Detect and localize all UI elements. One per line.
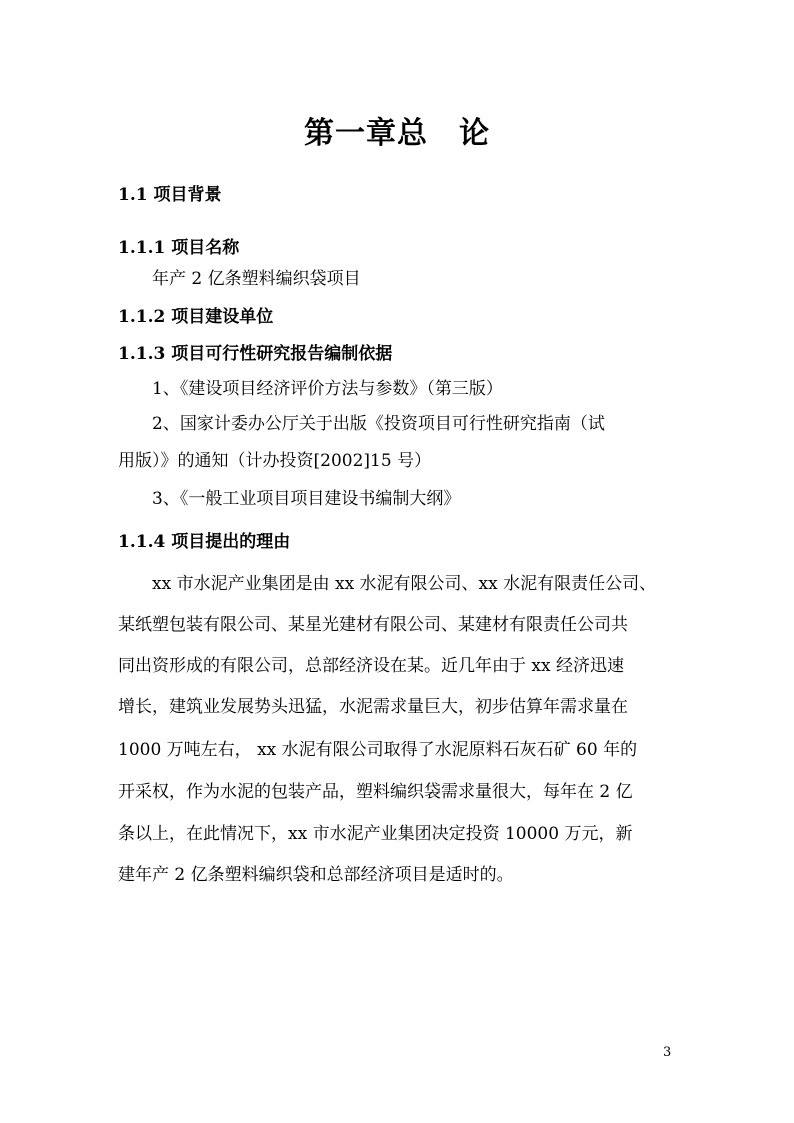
- basis-item-3: 3、《一般工业项目项目建设书编制大纲》: [152, 489, 461, 509]
- reason-paragraph-line: 某纸塑包装有限公司、某星光建材有限公司、某建材有限责任公司共: [118, 615, 628, 635]
- section-heading-1-1: 1.1 项目背景: [118, 185, 222, 205]
- section-heading-1-1-4: 1.1.4 项目提出的理由: [118, 532, 291, 552]
- section-heading-1-1-3: 1.1.3 项目可行性研究报告编制依据: [118, 344, 393, 364]
- project-name-text: 年产 2 亿条塑料编织袋项目: [152, 269, 361, 289]
- chapter-title: 第一章总 论: [304, 116, 490, 151]
- section-heading-1-1-1: 1.1.1 项目名称: [118, 238, 240, 258]
- reason-paragraph-line: xx 市水泥产业集团是由 xx 水泥有限公司、xx 水泥有限责任公司、: [152, 574, 657, 594]
- page-number: 3: [663, 1045, 672, 1060]
- reason-paragraph-line: 增长，建筑业发展势头迅猛，水泥需求量巨大，初步估算年需求量在: [118, 697, 628, 717]
- basis-item-2-line-1: 2、国家计委办公厅关于出版《投资项目可行性研究指南（试: [152, 414, 605, 434]
- reason-paragraph-line: 1000 万吨左右， xx 水泥有限公司取得了水泥原料石灰石矿 60 年的: [118, 740, 638, 760]
- section-heading-1-1-2: 1.1.2 项目建设单位: [118, 307, 274, 327]
- reason-paragraph-line: 建年产 2 亿条塑料编织袋和总部经济项目是适时的。: [118, 865, 514, 885]
- basis-item-2-line-2: 用版）》的通知（计办投资[2002]15 号）: [118, 451, 432, 471]
- basis-item-1: 1、《建设项目经济评价方法与参数》（第三版）: [152, 379, 503, 399]
- reason-paragraph-line: 同出资形成的有限公司，总部经济设在某。近几年由于 xx 经济迅速: [118, 656, 624, 676]
- reason-paragraph-line: 条以上，在此情况下，xx 市水泥产业集团决定投资 10000 万元，新: [118, 824, 633, 844]
- reason-paragraph-line: 开采权，作为水泥的包装产品，塑料编织袋需求量很大，每年在 2 亿: [118, 782, 633, 802]
